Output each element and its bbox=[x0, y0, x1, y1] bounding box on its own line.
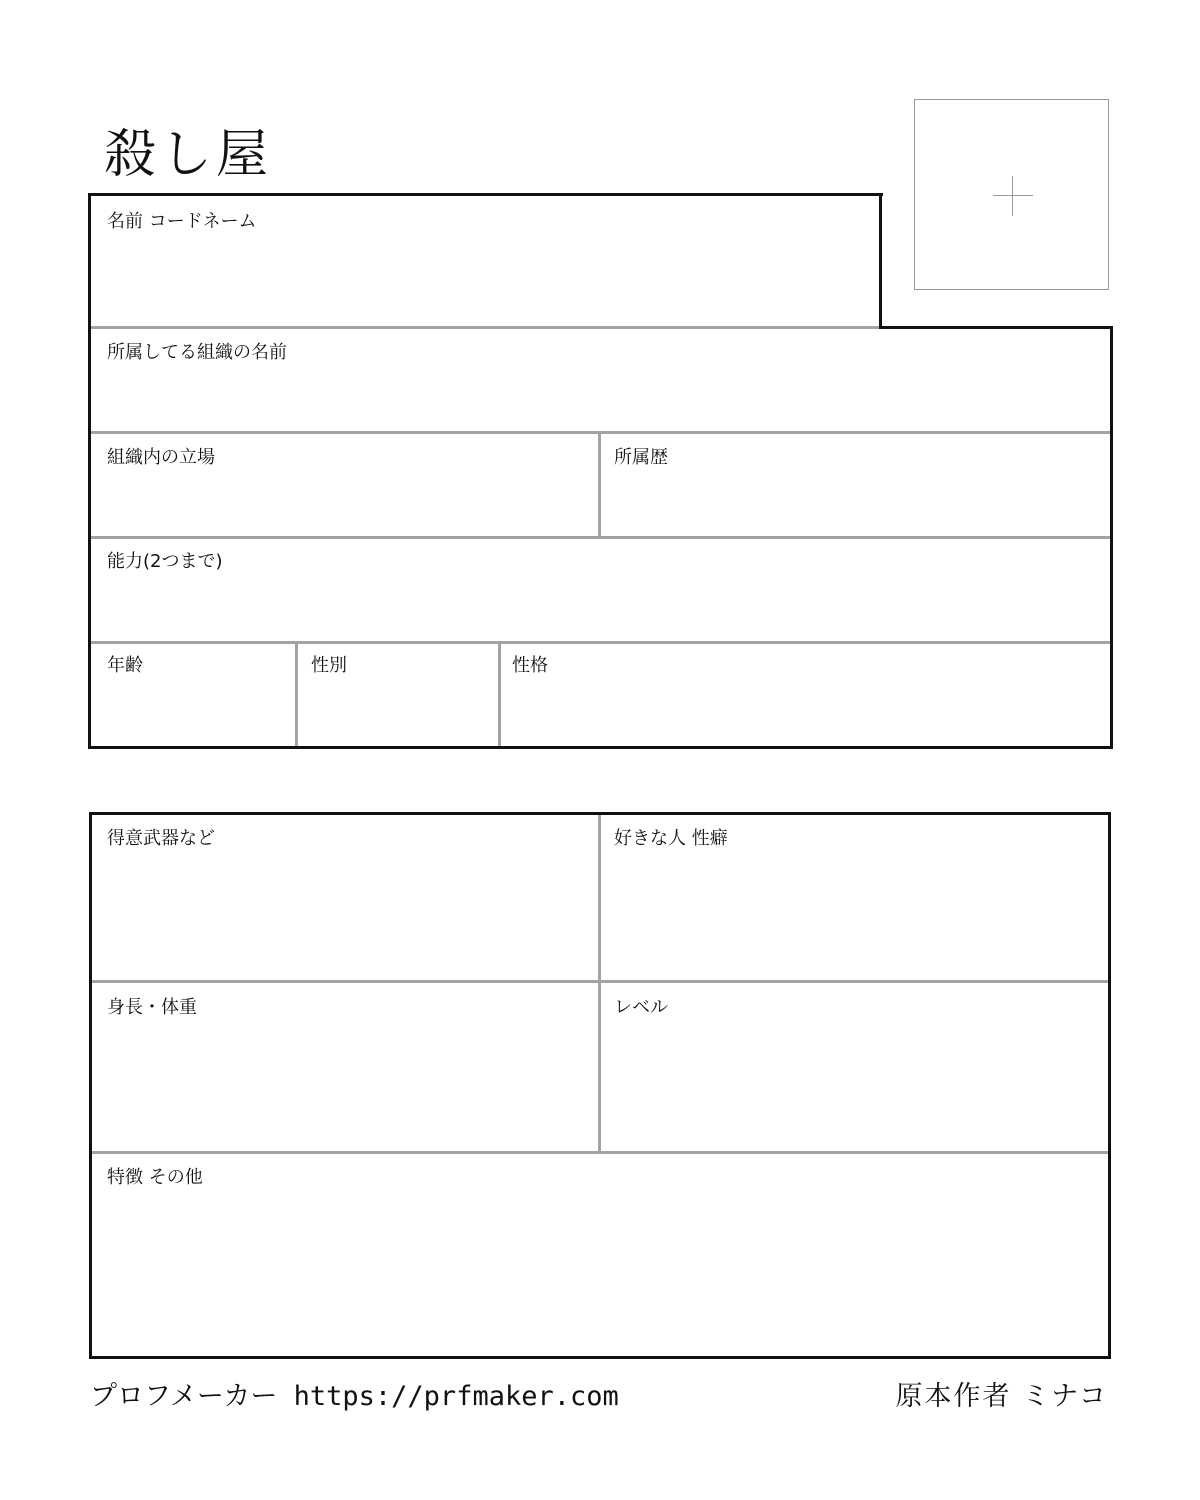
age-field[interactable] bbox=[91, 644, 295, 746]
photo-upload-box[interactable] bbox=[914, 99, 1109, 290]
border bbox=[89, 1356, 1111, 1359]
organization-field[interactable] bbox=[91, 329, 1110, 431]
plus-icon bbox=[1012, 176, 1013, 216]
footer-maker-credit: プロフメーカー https://prfmaker.com bbox=[90, 1381, 619, 1412]
gender-field[interactable] bbox=[298, 644, 498, 746]
weapons-label: 得意武器など bbox=[107, 828, 215, 849]
features-field[interactable] bbox=[92, 1154, 1108, 1356]
border bbox=[1108, 812, 1111, 1359]
history-field[interactable] bbox=[601, 434, 1110, 536]
height-weight-field[interactable] bbox=[92, 983, 598, 1151]
ability-label: 能力(2つまで) bbox=[107, 551, 223, 572]
position-label: 組織内の立場 bbox=[107, 447, 215, 468]
level-field[interactable] bbox=[601, 983, 1108, 1151]
personality-label: 性格 bbox=[512, 655, 548, 676]
personality-field[interactable] bbox=[501, 644, 1110, 746]
history-label: 所属歴 bbox=[614, 447, 668, 468]
age-label: 年齢 bbox=[107, 655, 143, 676]
name-field[interactable] bbox=[91, 196, 879, 326]
name-label: 名前 コードネーム bbox=[107, 211, 257, 232]
ability-field[interactable] bbox=[91, 539, 1110, 641]
likes-field[interactable] bbox=[601, 815, 1108, 980]
organization-label: 所属してる組織の名前 bbox=[107, 342, 287, 363]
page-title: 殺し屋 bbox=[104, 125, 273, 185]
border bbox=[88, 746, 1113, 749]
likes-label: 好きな人 性癖 bbox=[614, 828, 728, 849]
footer-author-credit: 原本作者 ミナコ bbox=[895, 1381, 1108, 1412]
border bbox=[1110, 326, 1113, 749]
weapons-field[interactable] bbox=[92, 815, 598, 980]
height-weight-label: 身長・体重 bbox=[107, 997, 197, 1018]
border bbox=[879, 193, 882, 328]
gender-label: 性別 bbox=[311, 655, 347, 676]
features-label: 特徴 その他 bbox=[107, 1167, 203, 1188]
position-field[interactable] bbox=[91, 434, 598, 536]
level-label: レベル bbox=[614, 997, 668, 1018]
plus-icon bbox=[993, 195, 1033, 196]
